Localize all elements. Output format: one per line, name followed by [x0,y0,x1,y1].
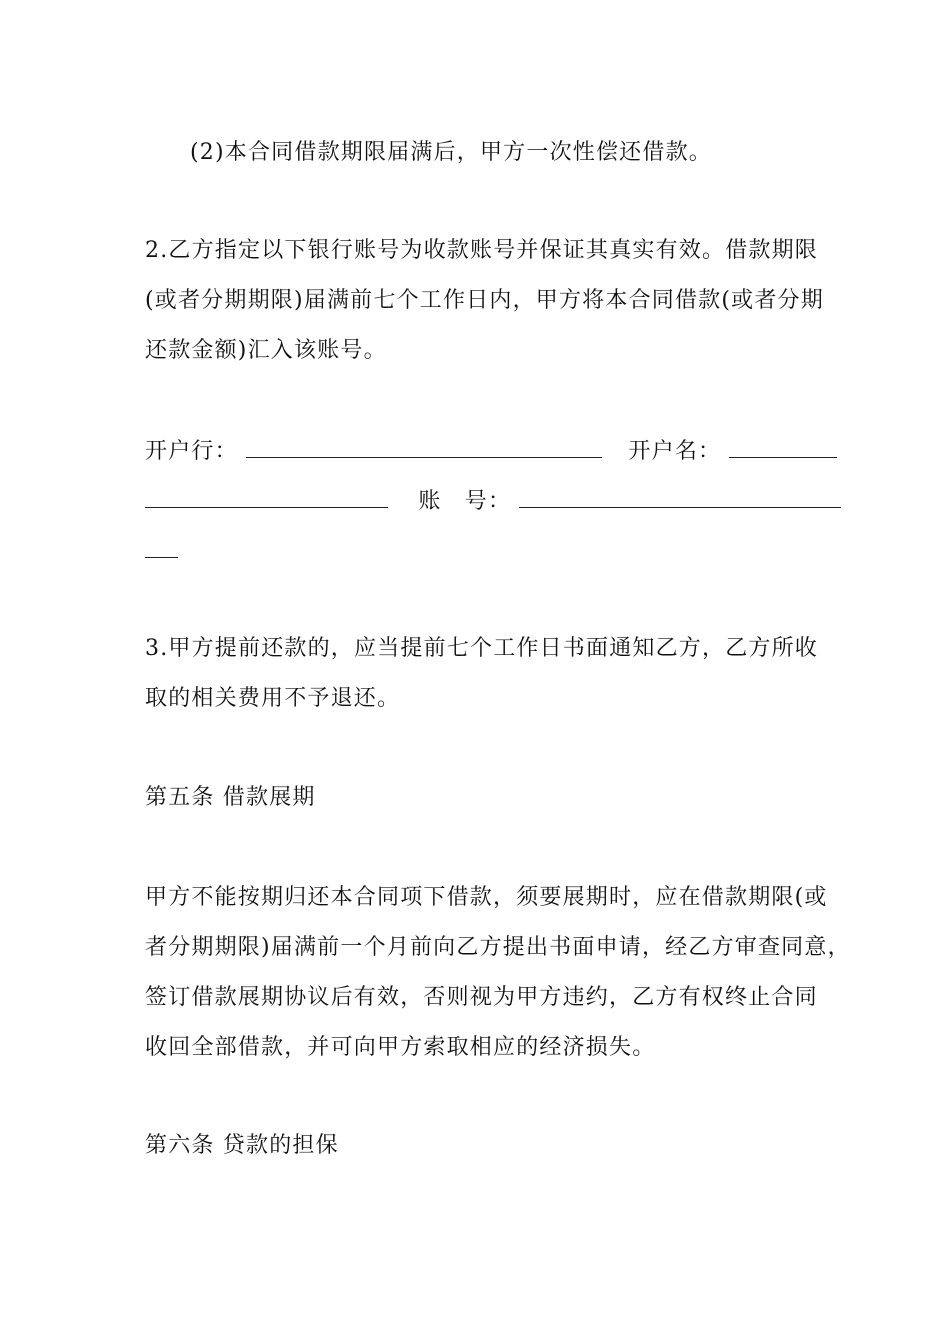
paragraph-2-line-3: 还款金额)汇入该账号。 [145,338,387,363]
paragraph-2-line-1: 2.乙方指定以下银行账号为收款账号并保证其真实有效。借款期限 [145,238,818,263]
bank-form-row-3 [145,535,178,568]
bank-blank[interactable] [246,435,602,458]
article-6-title: 第六条 贷款的担保 [145,1133,339,1158]
paragraph-3-line-1: 3.甲方提前还款的，应当提前七个工作日书面通知乙方，乙方所收 [145,636,818,661]
account-number-label: 账 号： [418,489,512,514]
bank-form-row-1 [145,435,837,468]
account-number-blank-cont[interactable] [145,535,178,558]
article-5-title: 第五条 借款展期 [145,785,316,810]
account-number-blank[interactable] [519,485,841,508]
article-5-line-4: 收回全部借款，并可向甲方索取相应的经济损失。 [145,1035,656,1060]
account-name-blank[interactable] [729,435,837,458]
article-5-line-2: 者分期期限)届满前一个月前向乙方提出书面申请，经乙方审查同意， [145,935,851,960]
article-5-line-1: 甲方不能按期归还本合同项下借款，须要展期时，应在借款期限(或 [145,885,828,910]
paragraph-3-line-2: 取的相关费用不予退还。 [145,686,401,711]
bank-label: 开户行： [145,439,238,464]
clause-2-item: (2)本合同借款期限届满后，甲方一次性偿还借款。 [190,140,712,165]
article-5-line-3: 签订借款展期协议后有效，否则视为甲方违约，乙方有权终止合同 [145,985,818,1010]
account-name-label: 开户名： [628,439,722,464]
account-name-blank-cont[interactable] [145,485,388,508]
bank-form-row-2 [145,485,841,518]
paragraph-2-line-2: (或者分期期限)届满前七个工作日内，甲方将本合同借款(或者分期 [145,288,824,313]
